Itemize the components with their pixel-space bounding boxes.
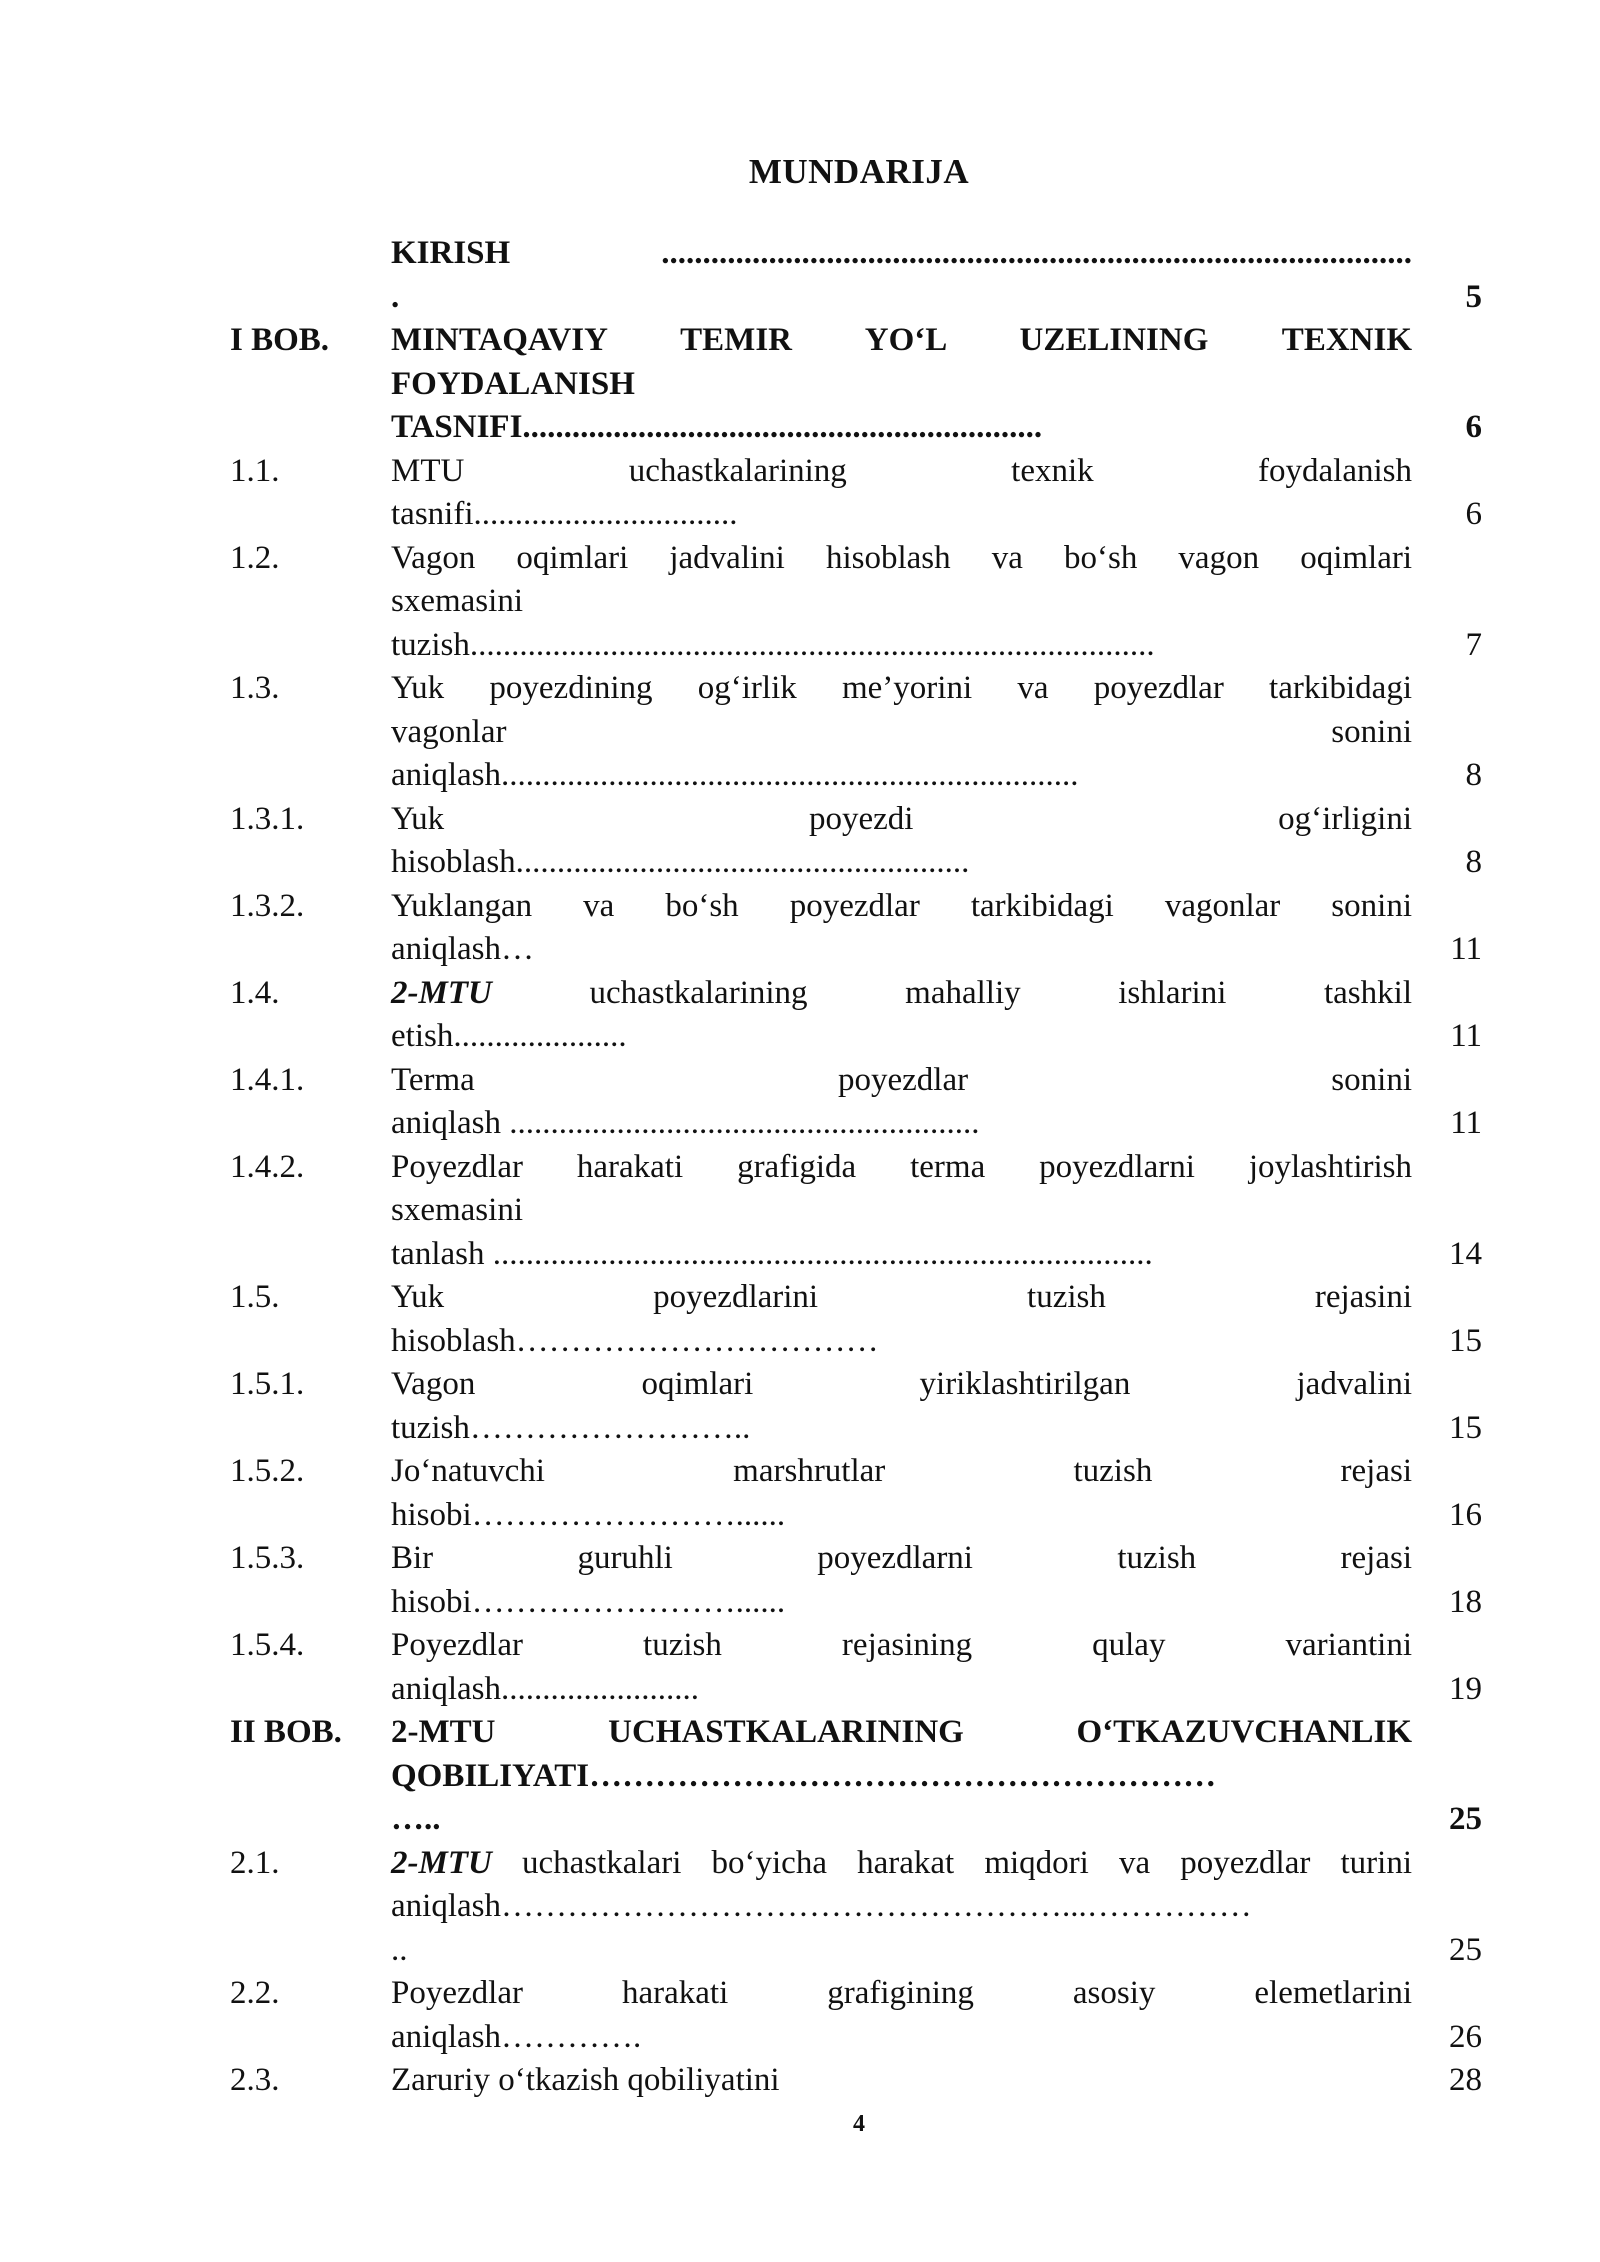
toc-entry-title — [391, 667, 1412, 798]
toc-entry-line: .. — [391, 1931, 408, 1968]
toc-entry-number: 1.3. — [230, 670, 280, 706]
toc-entry-title — [391, 1842, 1412, 1973]
toc-entry-number: 1.1. — [230, 452, 280, 489]
toc-entry-line: Yuk poyezdi og‘irligini — [391, 800, 1412, 837]
toc-entry-title — [391, 537, 1412, 668]
toc-entry-line: Yuklangan va bo‘sh poyezdlar tarkibidagi vagonlar sonini — [391, 887, 1412, 924]
toc-entry-line: tanlash ................................................................................ — [391, 1235, 1153, 1272]
toc-entry-line: FOYDALANISH — [391, 365, 635, 402]
toc-entry — [0, 1450, 1600, 1537]
toc-entry-line: 2-MTU uchastkalarining mahalliy ishlarini tashkil — [391, 974, 1412, 1011]
toc-entry-number: 1.2. — [230, 539, 280, 576]
toc-entry-line: tasnifi................................ — [391, 496, 738, 532]
toc-entry-page: 11 — [1450, 931, 1482, 967]
toc-entry-number: 2.3. — [230, 2062, 280, 2098]
toc-entry-line: ….. — [391, 1801, 441, 1837]
toc-entry — [0, 2059, 1600, 2103]
toc-entry-line: Vagon oqimlari yiriklashtirilgan jadvalini — [391, 1366, 1412, 1402]
toc-entry — [0, 1972, 1600, 2059]
toc-entry-title — [391, 1972, 1412, 2059]
toc-entry-page: 6 — [1465, 496, 1482, 532]
toc-entry — [0, 972, 1600, 1059]
toc-entry-title — [391, 319, 1412, 450]
toc-entry-line: MINTAQAVIY TEMIR YO‘L UZELINING TEXNIK — [391, 322, 1412, 358]
toc-entry-title — [391, 1059, 1412, 1146]
toc-entry-title — [391, 2059, 1412, 2103]
toc-entry-line: 2-MTU uchastkalari bo‘yicha harakat miqdori va poyezdlar turini — [391, 1844, 1412, 1881]
toc-entry-line: Zaruriy o‘tkazish qobiliyatini — [391, 2062, 780, 2098]
toc-entry-page: 11 — [1450, 1105, 1482, 1141]
toc-entry-page: 25 — [1449, 1801, 1482, 1837]
toc-entry-line: . — [391, 278, 400, 315]
toc-entry-number: 1.3.1. — [230, 800, 305, 837]
toc-entry-line: 2-MTU UCHASTKALARINING O‘TKAZUVCHANLIK — [391, 1714, 1412, 1750]
toc-entry-number: 2.1. — [230, 1844, 280, 1881]
toc-entry-line: aniqlash...................................................................... — [391, 757, 1079, 793]
toc-entry-line: TASNIFI............................................................... — [391, 409, 1043, 445]
toc-entry — [0, 537, 1600, 668]
toc-entry-line: sxemasini — [391, 583, 523, 619]
toc-entry-page: 18 — [1449, 1583, 1482, 1620]
toc-entry-line: aniqlash…………. — [391, 2018, 642, 2055]
toc-entry-title — [391, 1711, 1412, 1842]
toc-entry-line: aniqlash ......................................................... — [391, 1105, 980, 1141]
toc-entry-number: 2.2. — [230, 1975, 280, 2011]
toc-entry-page: 16 — [1449, 1496, 1482, 1533]
toc-entry-number: 1.4.2. — [230, 1148, 305, 1185]
emphasis: 2-MTU — [391, 1844, 492, 1881]
toc-entry — [0, 1624, 1600, 1711]
toc-entry-page: 15 — [1449, 1409, 1482, 1446]
toc-entry-line: aniqlash… — [391, 931, 534, 967]
toc-entry-page: 6 — [1465, 409, 1482, 445]
toc-entry-title — [391, 798, 1412, 885]
toc-entry-title — [391, 1146, 1412, 1277]
toc-entry-title — [391, 1276, 1412, 1363]
toc-entry-page: 26 — [1449, 2018, 1482, 2055]
toc-entry-number: 1.4.1. — [230, 1061, 305, 1098]
toc-entry-number: I BOB. — [230, 322, 330, 358]
toc-entry — [0, 232, 1600, 319]
toc-entry-page: 19 — [1449, 1670, 1482, 1707]
toc-entry-page: 7 — [1465, 626, 1482, 663]
toc-entry-number: 1.5.3. — [230, 1540, 305, 1576]
toc-entry — [0, 798, 1600, 885]
toc-entry-number: 1.5.4. — [230, 1627, 305, 1663]
toc-entry-title — [391, 972, 1412, 1059]
toc-entry — [0, 450, 1600, 537]
toc-entry — [0, 1711, 1600, 1842]
toc-entry-page: 28 — [1449, 2062, 1482, 2098]
toc-entry-line: tuzish................................................................................... — [391, 626, 1155, 663]
toc-entry-line: Poyezdlar tuzish rejasining qulay variantini — [391, 1627, 1412, 1663]
toc-entry — [0, 1059, 1600, 1146]
toc-entry-title — [391, 1624, 1412, 1711]
emphasis: 2-MTU — [391, 974, 492, 1011]
toc-entry-line: aniqlash……………………………………………...…………… — [391, 1888, 1252, 1924]
toc-entry-line: hisoblash…………………………… — [391, 1322, 879, 1359]
page-number: 4 — [853, 2111, 865, 2137]
toc-entry-line: Bir guruhli poyezdlarni tuzish rejasi — [391, 1540, 1412, 1576]
toc-entry — [0, 667, 1600, 798]
toc-entry-line: etish..................... — [391, 1018, 627, 1054]
toc-entry-line: vagonlar sonini — [391, 713, 1412, 750]
toc-entry-line: Jo‘natuvchi marshrutlar tuzish rejasi — [391, 1453, 1412, 1489]
toc-entry-line: Terma poyezdlar sonini — [391, 1061, 1412, 1098]
toc-entry-title — [391, 1363, 1412, 1450]
toc-entry-page: 14 — [1449, 1235, 1482, 1272]
toc-entry-page: 5 — [1465, 278, 1482, 315]
toc-entry-line: KIRISH ........................................................................................... — [391, 235, 1412, 271]
toc-entry-line: Poyezdlar harakati grafigining asosiy elemetlarini — [391, 1975, 1412, 2011]
toc-entry-line: hisoblash....................................................... — [391, 844, 970, 880]
toc-entry-number: 1.5.1. — [230, 1366, 305, 1402]
table-of-contents — [0, 232, 1600, 2103]
toc-entry — [0, 319, 1600, 450]
toc-entry-line: sxemasini — [391, 1192, 523, 1228]
toc-entry-line: QOBILIYATI………………………………………………… — [391, 1757, 1217, 1794]
toc-entry-title — [391, 1450, 1412, 1537]
page-title: MUNDARIJA — [748, 152, 970, 191]
toc-entry-page: 15 — [1449, 1322, 1482, 1359]
toc-entry-number: II BOB. — [230, 1714, 342, 1750]
toc-entry-line: aniqlash........................ — [391, 1670, 699, 1707]
toc-entry-line: MTU uchastkalarining texnik foydalanish — [391, 452, 1412, 489]
toc-entry-line: Yuk poyezdining og‘irlik me’yorini va poyezdlar tarkibidagi — [391, 670, 1412, 706]
toc-entry — [0, 1537, 1600, 1624]
toc-entry-number: 1.3.2. — [230, 887, 305, 924]
toc-entry-title — [391, 450, 1412, 537]
toc-entry — [0, 1363, 1600, 1450]
toc-entry-number: 1.4. — [230, 974, 280, 1011]
toc-entry-page: 11 — [1450, 1018, 1482, 1054]
toc-entry-title — [391, 1537, 1412, 1624]
toc-entry — [0, 1842, 1600, 1973]
toc-entry-number: 1.5. — [230, 1279, 280, 1315]
toc-entry-number: 1.5.2. — [230, 1453, 305, 1489]
toc-entry-line: hisobi……………………...... — [391, 1583, 786, 1620]
toc-entry-title — [391, 885, 1412, 972]
toc-entry-page: 8 — [1465, 757, 1482, 793]
toc-entry-line: Vagon oqimlari jadvalini hisoblash va bo‘sh vagon oqimlari — [391, 539, 1412, 576]
toc-entry-line: Yuk poyezdlarini tuzish rejasini — [391, 1279, 1412, 1315]
toc-entry-line: Poyezdlar harakati grafigida terma poyezdlarni joylashtirish — [391, 1148, 1412, 1185]
toc-entry-line: hisobi……………………...... — [391, 1496, 786, 1533]
toc-entry-page: 25 — [1449, 1931, 1482, 1968]
toc-entry — [0, 885, 1600, 972]
toc-entry-line: tuzish…………………….. — [391, 1409, 751, 1446]
toc-entry — [0, 1276, 1600, 1363]
toc-entry — [0, 1146, 1600, 1277]
toc-entry-page: 8 — [1465, 844, 1482, 880]
toc-entry-title — [391, 232, 1412, 319]
